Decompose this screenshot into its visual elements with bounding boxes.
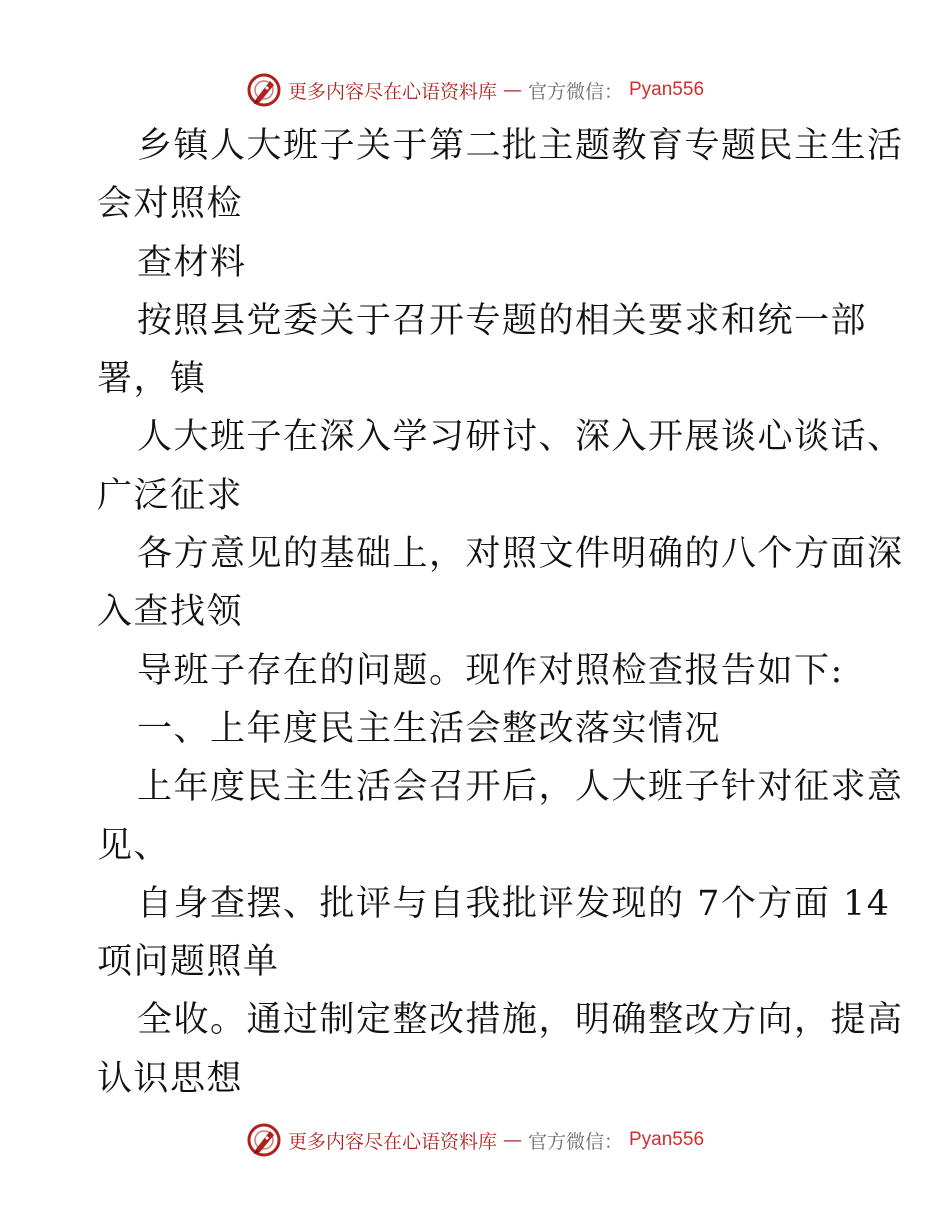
watermark-official-label: 官方微信： <box>527 80 623 103</box>
watermark-wechat-id: Pyan556 <box>629 79 705 100</box>
pen-nib-logo-icon <box>246 1122 282 1158</box>
text-line: 乡镇人大班子关于第二批主题教育专题民主生活 <box>137 126 904 166</box>
pen-nib-logo-icon <box>246 72 282 108</box>
watermark-main-text: 更多内容尽在心语资料库 <box>287 80 497 103</box>
watermark-dash: — <box>502 1129 522 1151</box>
text-line: 查材料 <box>137 242 247 283</box>
text-line: 项问题照单 <box>97 942 280 983</box>
text-line: 署，镇 <box>97 359 207 400</box>
text-line: 人大班子在深入学习研讨、深入开展谈心谈话、 <box>137 417 904 458</box>
watermark-wechat-id: Pyan556 <box>629 1129 705 1150</box>
watermark-dash: — <box>502 79 522 101</box>
text-line: 自身查摆、批评与自我批评发现的 7个方面 14 <box>137 883 891 924</box>
text-line: 全收。通过制定整改措施，明确整改方向，提高 <box>137 1000 904 1041</box>
watermark-official-label: 官方微信： <box>527 1130 623 1153</box>
text-line: 按照县党委关于召开专题的相关要求和统一部 <box>137 300 868 341</box>
text-line: 各方意见的基础上，对照文件明确的八个方面深 <box>137 534 904 575</box>
watermark-main-text: 更多内容尽在心语资料库 <box>287 1130 497 1153</box>
text-line: 入查找领 <box>97 592 244 633</box>
text-line: 广泛征求 <box>97 475 244 516</box>
watermark-header <box>0 70 950 110</box>
document-body <box>97 117 904 1108</box>
section-heading: 一、上年度民主生活会整改落实情况 <box>137 708 722 749</box>
watermark-footer <box>0 1120 950 1160</box>
text-line: 认识思想 <box>97 1058 244 1099</box>
text-line: 上年度民主生活会召开后，人大班子针对征求意 <box>137 767 904 808</box>
text-line: 会对照检 <box>97 184 244 225</box>
text-line: 见、 <box>97 825 171 866</box>
text-line: 导班子存在的问题。现作对照检查报告如下: <box>137 650 844 691</box>
